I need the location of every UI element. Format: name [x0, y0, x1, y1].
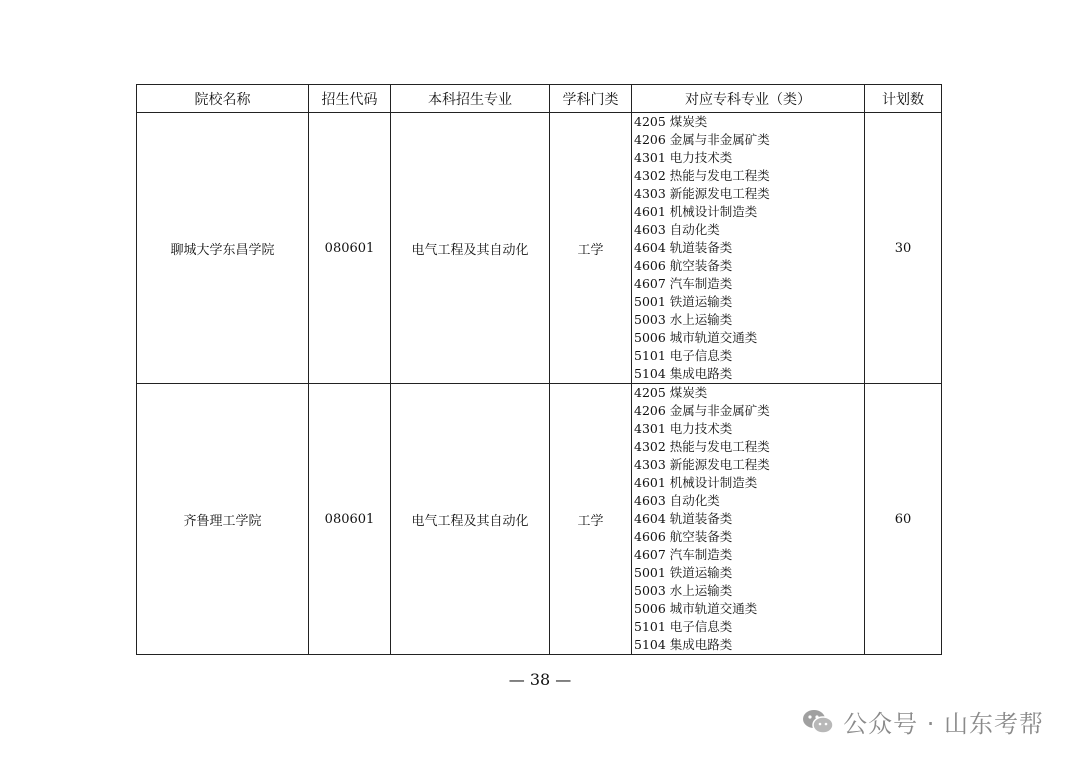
major-list-item: 5003 水上运输类	[634, 312, 733, 327]
cell-plan-count: 30	[865, 113, 942, 384]
cell-school-name: 聊城大学东昌学院	[137, 113, 309, 384]
major-list-item: 4607 汽车制造类	[634, 547, 733, 562]
header-school-name: 院校名称	[137, 85, 309, 113]
major-list-item: 5101 电子信息类	[634, 619, 733, 634]
major-list-item: 4303 新能源发电工程类	[634, 457, 770, 472]
major-list-item: 5104 集成电路类	[634, 366, 733, 381]
major-list-item: 4302 热能与发电工程类	[634, 439, 770, 454]
cell-plan-count: 60	[865, 384, 942, 655]
major-list-item: 4205 煤炭类	[634, 114, 708, 129]
major-list-item: 4302 热能与发电工程类	[634, 168, 770, 183]
cell-corresponding-majors	[632, 384, 865, 655]
cell-undergrad-major: 电气工程及其自动化	[391, 384, 550, 655]
major-list-item: 4601 机械设计制造类	[634, 475, 758, 490]
table-header-row	[137, 85, 942, 113]
major-list-item: 4603 自动化类	[634, 493, 720, 508]
major-list-item: 5003 水上运输类	[634, 583, 733, 598]
major-list-item: 4606 航空装备类	[634, 529, 733, 544]
major-list-item: 4606 航空装备类	[634, 258, 733, 273]
header-discipline: 学科门类	[550, 85, 632, 113]
major-list-item: 5001 铁道运输类	[634, 294, 733, 309]
cell-enrollment-code: 080601	[309, 113, 391, 384]
table-row	[137, 384, 942, 655]
enrollment-table	[136, 84, 942, 655]
major-list-item: 4303 新能源发电工程类	[634, 186, 770, 201]
header-undergrad-major: 本科招生专业	[391, 85, 550, 113]
table-row	[137, 113, 942, 384]
major-list-item: 4601 机械设计制造类	[634, 204, 758, 219]
major-list-item: 5001 铁道运输类	[634, 565, 733, 580]
cell-enrollment-code: 080601	[309, 384, 391, 655]
major-list-item: 4604 轨道装备类	[634, 240, 733, 255]
cell-discipline: 工学	[550, 113, 632, 384]
watermark-text: 公众号 · 山东考帮	[843, 710, 1044, 738]
cell-discipline: 工学	[550, 384, 632, 655]
major-list-item: 4301 电力技术类	[634, 421, 733, 436]
major-list-item: 5006 城市轨道交通类	[634, 601, 758, 616]
major-list-item: 4206 金属与非金属矿类	[634, 403, 770, 418]
header-enrollment-code: 招生代码	[309, 85, 391, 113]
major-list-item: 5101 电子信息类	[634, 348, 733, 363]
major-list-item: 4205 煤炭类	[634, 385, 708, 400]
cell-school-name: 齐鲁理工学院	[137, 384, 309, 655]
header-plan-count: 计划数	[865, 85, 942, 113]
major-list-item: 4206 金属与非金属矿类	[634, 132, 770, 147]
cell-undergrad-major: 电气工程及其自动化	[391, 113, 550, 384]
major-list-item: 5006 城市轨道交通类	[634, 330, 758, 345]
major-list-item: 4301 电力技术类	[634, 150, 733, 165]
major-list-item: 4607 汽车制造类	[634, 276, 733, 291]
wechat-icon	[801, 707, 835, 737]
major-list-item: 5104 集成电路类	[634, 637, 733, 652]
major-list-item: 4604 轨道装备类	[634, 511, 733, 526]
header-corresponding-majors: 对应专科专业（类）	[632, 85, 865, 113]
major-list-item: 4603 自动化类	[634, 222, 720, 237]
cell-corresponding-majors	[632, 113, 865, 384]
watermark	[801, 704, 1044, 739]
page-number: — 38 —	[508, 670, 572, 689]
